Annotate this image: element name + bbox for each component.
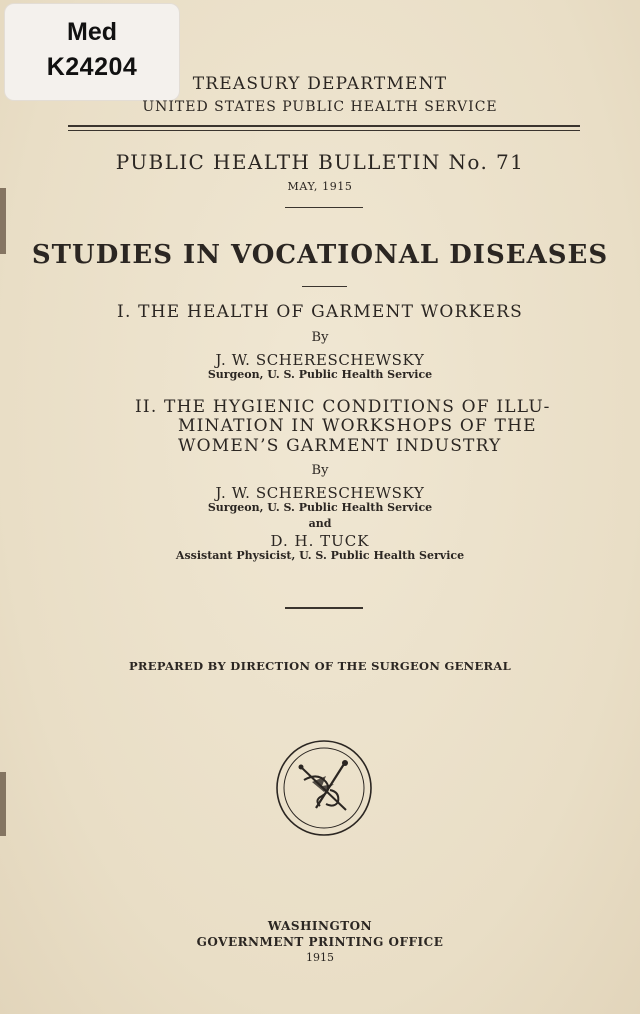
part-1-author-title: Surgeon, U. S. Public Health Service (207, 368, 433, 381)
part-1-title: I. THE HEALTH OF GARMENT WORKERS (117, 302, 523, 322)
short-rule (302, 286, 347, 287)
part-1-by: By (311, 330, 329, 345)
part-2-title-line-1: II. THE HYGIENIC CONDITIONS OF ILLU- (135, 397, 551, 417)
part-2-author-1: J. W. SCHERESCHEWSKY (215, 484, 425, 502)
publisher-city: WASHINGTON (267, 919, 373, 933)
short-rule (285, 607, 363, 609)
short-rule (285, 207, 363, 208)
header-rule-top (68, 125, 580, 127)
main-title: STUDIES IN VOCATIONAL DISEASES (31, 240, 609, 270)
part-2-by: By (311, 463, 329, 478)
header-rule-bottom (68, 130, 580, 131)
publication-year: 1915 (306, 951, 334, 964)
part-2-and: and (308, 517, 332, 530)
bulletin-title: PUBLIC HEALTH BULLETIN No. 71 (115, 150, 525, 174)
prepared-by: PREPARED BY DIRECTION OF THE SURGEON GENERAL (128, 659, 512, 673)
label-line-2: K24204 (46, 53, 138, 81)
label-line-1: Med (67, 18, 117, 46)
part-2-author-1-title: Surgeon, U. S. Public Health Service (207, 501, 433, 514)
bulletin-date: MAY, 1915 (287, 180, 353, 193)
service-name: UNITED STATES PUBLIC HEALTH SERVICE (142, 99, 498, 115)
binding-mark (0, 772, 6, 836)
part-2-title-line-3: WOMEN’S GARMENT INDUSTRY (178, 436, 502, 456)
public-health-service-seal-icon (274, 738, 374, 838)
part-2-author-2-title: Assistant Physicist, U. S. Public Health Service (175, 549, 465, 562)
department-name: TREASURY DEPARTMENT (192, 74, 448, 94)
part-1-author: J. W. SCHERESCHEWSKY (215, 351, 425, 369)
part-2-title-line-2: MINATION IN WORKSHOPS OF THE (178, 416, 537, 436)
publisher-office: GOVERNMENT PRINTING OFFICE (196, 935, 444, 949)
part-2-author-2: D. H. TUCK (270, 532, 370, 550)
